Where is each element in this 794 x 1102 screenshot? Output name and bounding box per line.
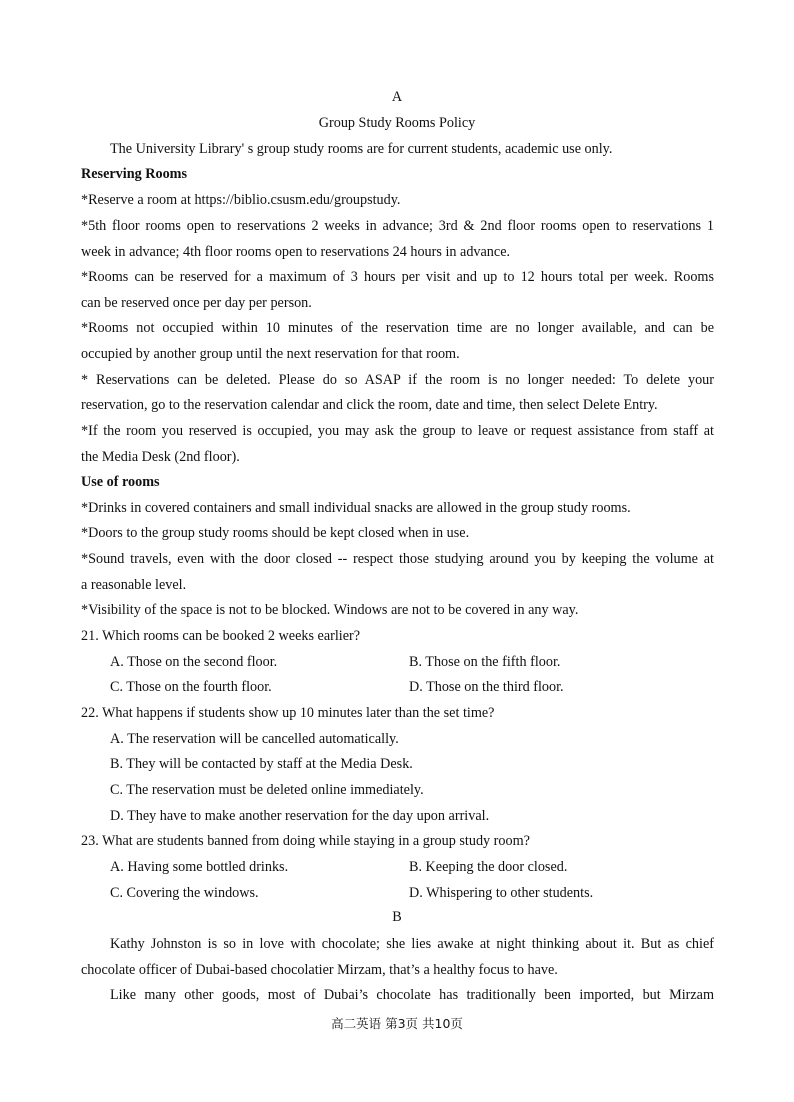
question-21-option-a: A. Those on the second floor. (110, 654, 278, 670)
reserving-line: *If the room you reserved is occupied, you may ask the group to leave or request assistance from staff at (81, 423, 714, 439)
question-22-option-b: B. They will be contacted by staff at the Media Desk. (110, 756, 413, 772)
page-title: Group Study Rooms Policy (318, 115, 476, 131)
reserving-heading: Reserving Rooms (81, 166, 187, 182)
reserving-line: *Rooms can be reserved for a maximum of 3 hours per visit and up to 12 hours total per week. Rooms (81, 269, 714, 285)
intro-paragraph: The University Library' s group study rooms are for current students, academic use only. (110, 141, 613, 157)
question-23-stem: 23. What are students banned from doing while staying in a group study room? (81, 833, 530, 849)
passage-b-line: Like many other goods, most of Dubai’s chocolate has traditionally been imported, but Mirzam (110, 987, 714, 1003)
reserving-line: * Reservations can be deleted. Please do so ASAP if the room is no longer needed: To delete your (81, 372, 714, 388)
use-heading: Use of rooms (81, 474, 160, 490)
question-23-option-c: C. Covering the windows. (110, 885, 259, 901)
question-23-option-a: A. Having some bottled drinks. (110, 859, 289, 875)
question-22-option-c: C. The reservation must be deleted online immediately. (110, 782, 424, 798)
reserving-line: occupied by another group until the next reservation for that room. (81, 346, 460, 362)
reserving-line: the Media Desk (2nd floor). (81, 449, 240, 465)
use-line: *Drinks in covered containers and small individual snacks are allowed in the group study rooms. (81, 500, 631, 516)
question-21-stem: 21. Which rooms can be booked 2 weeks earlier? (81, 628, 361, 644)
use-line: *Doors to the group study rooms should be kept closed when in use. (81, 525, 470, 541)
question-22-option-a: A. The reservation will be cancelled automatically. (110, 731, 399, 747)
question-23-option-d: D. Whispering to other students. (409, 885, 594, 901)
page-footer: 高二英语 第3页 共10页 (331, 1016, 463, 1031)
reserving-line: can be reserved once per day per person. (81, 295, 312, 311)
section-a-letter: A (391, 89, 403, 105)
section-b-letter: B (392, 909, 402, 925)
use-line: *Visibility of the space is not to be blocked. Windows are not to be covered in any way. (81, 602, 579, 618)
question-21-option-c: C. Those on the fourth floor. (110, 679, 272, 695)
question-22-option-d: D. They have to make another reservation for the day upon arrival. (110, 808, 490, 824)
reserving-line: reservation, go to the reservation calendar and click the room, date and time, then select Delete Entry. (81, 397, 658, 413)
reserving-line: *Reserve a room at https://biblio.csusm.edu/groupstudy. (81, 192, 401, 208)
use-line: *Sound travels, even with the door closed -- respect those studying around you by keeping the volume at (81, 551, 714, 567)
reserving-line: *5th floor rooms open to reservations 2 weeks in advance; 3rd & 2nd floor rooms open to reservations 1 (81, 218, 714, 234)
passage-b-line: Kathy Johnston is so in love with chocolate; she lies awake at night thinking about it. But as chief (110, 936, 714, 952)
question-22-stem: 22. What happens if students show up 10 minutes later than the set time? (81, 705, 495, 721)
passage-b-line: chocolate officer of Dubai-based chocolatier Mirzam, that’s a healthy focus to have. (81, 962, 558, 978)
question-23-option-b: B. Keeping the door closed. (409, 859, 568, 875)
question-21-option-b: B. Those on the fifth floor. (409, 654, 561, 670)
reserving-line: *Rooms not occupied within 10 minutes of the reservation time are no longer available, and can be (81, 320, 714, 336)
reserving-line: week in advance; 4th floor rooms open to reservations 24 hours in advance. (81, 244, 511, 260)
question-21-option-d: D. Those on the third floor. (409, 679, 564, 695)
use-line: a reasonable level. (81, 577, 187, 593)
